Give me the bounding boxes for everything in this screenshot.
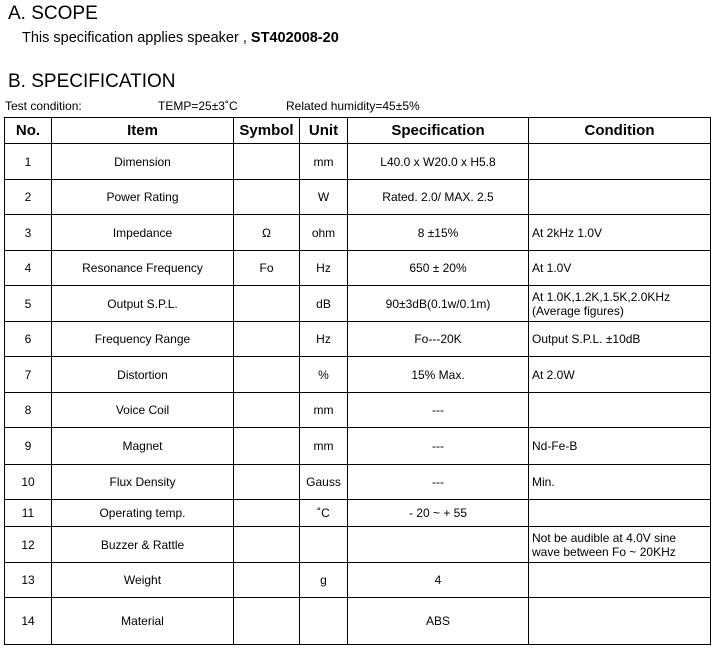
- cell-condition: Nd-Fe-B: [529, 428, 711, 465]
- header-symbol: Symbol: [234, 118, 300, 144]
- cell-specification: ---: [348, 393, 529, 428]
- cell-condition: [529, 144, 711, 180]
- scope-description: This specification applies speaker ,: [22, 30, 247, 46]
- cell-unit: Hz: [300, 251, 348, 286]
- cell-specification: Fo---20K: [348, 322, 529, 357]
- cell-specification: 4: [348, 563, 529, 598]
- table-row: [5, 286, 711, 322]
- scope-heading: A. SCOPE: [8, 3, 98, 24]
- cell-item: Flux Density: [52, 465, 234, 500]
- table-row: [5, 180, 711, 215]
- cell-condition: At 2.0W: [529, 357, 711, 393]
- table-row: [5, 357, 711, 393]
- cell-condition: [529, 180, 711, 215]
- cell-no: 9: [5, 428, 52, 465]
- cell-no: 8: [5, 393, 52, 428]
- cell-no: 13: [5, 563, 52, 598]
- cell-unit: ˚C: [300, 500, 348, 527]
- cell-no: 3: [5, 215, 52, 251]
- cell-unit: ohm: [300, 215, 348, 251]
- cell-specification: 650 ± 20%: [348, 251, 529, 286]
- header-no: No.: [5, 118, 52, 144]
- cell-symbol: [234, 393, 300, 428]
- cell-item: Voice Coil: [52, 393, 234, 428]
- cell-symbol: [234, 598, 300, 645]
- cell-item: Operating temp.: [52, 500, 234, 527]
- cell-symbol: Ω: [234, 215, 300, 251]
- cell-specification: 15% Max.: [348, 357, 529, 393]
- table-row: [5, 563, 711, 598]
- cell-symbol: [234, 322, 300, 357]
- cell-symbol: [234, 500, 300, 527]
- cell-unit: mm: [300, 428, 348, 465]
- cell-symbol: [234, 144, 300, 180]
- table-row: [5, 322, 711, 357]
- cell-condition: At 1.0K,1.2K,1.5K,2.0KHz (Average figures): [529, 286, 711, 322]
- cell-no: 2: [5, 180, 52, 215]
- cell-no: 4: [5, 251, 52, 286]
- table-body: [5, 144, 711, 645]
- cell-item: Material: [52, 598, 234, 645]
- cell-symbol: [234, 180, 300, 215]
- table-row: [5, 598, 711, 645]
- cell-specification: L40.0 x W20.0 x H5.8: [348, 144, 529, 180]
- cell-no: 6: [5, 322, 52, 357]
- test-humidity: Related humidity=45±5%: [286, 99, 420, 113]
- cell-item: Resonance Frequency: [52, 251, 234, 286]
- cell-unit: Gauss: [300, 465, 348, 500]
- table-header-row: [5, 118, 711, 144]
- test-condition-label: Test condition:: [5, 99, 82, 113]
- cell-condition: At 2kHz 1.0V: [529, 215, 711, 251]
- scope-text: [22, 30, 339, 46]
- header-unit: Unit: [300, 118, 348, 144]
- header-specification: Specification: [348, 118, 529, 144]
- cell-condition: [529, 500, 711, 527]
- cell-specification: ---: [348, 465, 529, 500]
- test-temperature: TEMP=25±3˚C: [158, 99, 238, 113]
- cell-no: 7: [5, 357, 52, 393]
- cell-unit: [300, 527, 348, 563]
- cell-symbol: [234, 286, 300, 322]
- cell-specification: 90±3dB(0.1w/0.1m): [348, 286, 529, 322]
- cell-item: Distortion: [52, 357, 234, 393]
- cell-item: Impedance: [52, 215, 234, 251]
- cell-specification: ---: [348, 428, 529, 465]
- cell-unit: mm: [300, 144, 348, 180]
- cell-symbol: [234, 527, 300, 563]
- table-row: [5, 500, 711, 527]
- cell-condition: [529, 393, 711, 428]
- cell-specification: ABS: [348, 598, 529, 645]
- cell-specification: Rated. 2.0/ MAX. 2.5: [348, 180, 529, 215]
- cell-item: Buzzer & Rattle: [52, 527, 234, 563]
- cell-unit: dB: [300, 286, 348, 322]
- cell-no: 10: [5, 465, 52, 500]
- cell-no: 14: [5, 598, 52, 645]
- table-row: [5, 215, 711, 251]
- header-condition: Condition: [529, 118, 711, 144]
- table-row: [5, 527, 711, 563]
- cell-item: Power Rating: [52, 180, 234, 215]
- cell-specification: - 20 ~ + 55: [348, 500, 529, 527]
- cell-symbol: [234, 357, 300, 393]
- table-row: [5, 144, 711, 180]
- cell-no: 1: [5, 144, 52, 180]
- cell-condition: [529, 563, 711, 598]
- table-row: [5, 465, 711, 500]
- cell-unit: g: [300, 563, 348, 598]
- cell-specification: 8 ±15%: [348, 215, 529, 251]
- cell-item: Weight: [52, 563, 234, 598]
- cell-condition: Not be audible at 4.0V sine wave between Fo ~ 20KHz: [529, 527, 711, 563]
- cell-no: 11: [5, 500, 52, 527]
- cell-unit: %: [300, 357, 348, 393]
- cell-symbol: [234, 428, 300, 465]
- cell-no: 12: [5, 527, 52, 563]
- model-number: ST402008-20: [250, 30, 339, 46]
- cell-symbol: Fo: [234, 251, 300, 286]
- cell-condition: [529, 598, 711, 645]
- specification-table: [4, 117, 711, 645]
- cell-item: Output S.P.L.: [52, 286, 234, 322]
- cell-symbol: [234, 563, 300, 598]
- cell-symbol: [234, 465, 300, 500]
- cell-unit: [300, 598, 348, 645]
- table-row: [5, 393, 711, 428]
- table-row: [5, 428, 711, 465]
- specification-heading: B. SPECIFICATION: [8, 71, 176, 92]
- cell-item: Frequency Range: [52, 322, 234, 357]
- cell-condition: Output S.P.L. ±10dB: [529, 322, 711, 357]
- cell-no: 5: [5, 286, 52, 322]
- cell-condition: At 1.0V: [529, 251, 711, 286]
- cell-specification: [348, 527, 529, 563]
- cell-unit: mm: [300, 393, 348, 428]
- cell-item: Dimension: [52, 144, 234, 180]
- cell-unit: W: [300, 180, 348, 215]
- cell-unit: Hz: [300, 322, 348, 357]
- cell-item: Magnet: [52, 428, 234, 465]
- cell-condition: Min.: [529, 465, 711, 500]
- header-item: Item: [52, 118, 234, 144]
- table-row: [5, 251, 711, 286]
